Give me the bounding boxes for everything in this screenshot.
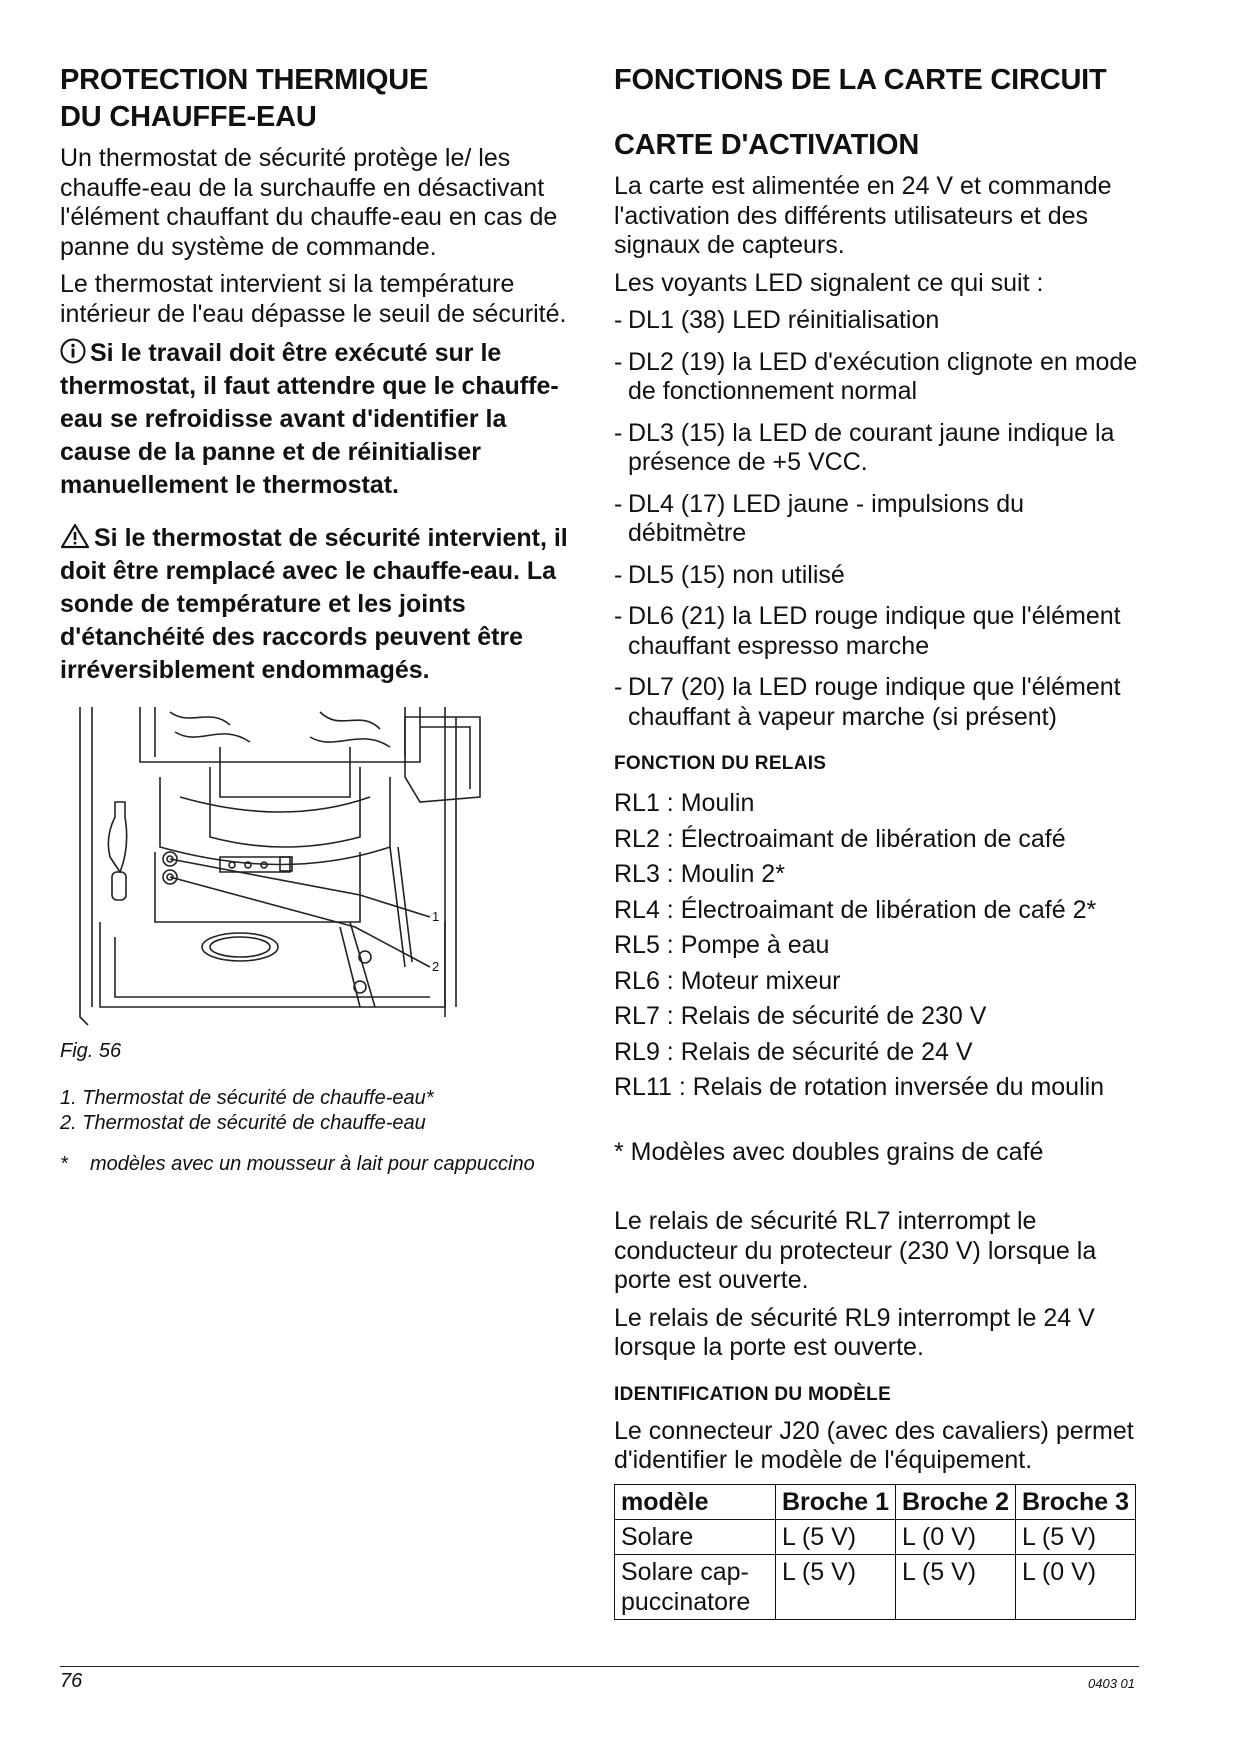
identification-text: Le connecteur J20 (avec des cavaliers) permet d'identifier le modèle de l'équipement. <box>614 1416 1134 1474</box>
table-row <box>615 1519 1136 1554</box>
models-note: * Modèles avec doubles grains de café <box>614 1137 1044 1166</box>
fig-56-machine-drawing <box>60 707 500 1033</box>
footnote-star: * <box>60 1153 68 1175</box>
list-item: - DL4 (17) LED jaune - impulsions du débitmètre <box>614 489 1025 547</box>
info-notice <box>60 337 580 502</box>
callout-2: 2 <box>432 959 440 974</box>
warning-triangle-icon <box>60 523 90 549</box>
list-item: - DL2 (19) la LED d'exécution clignote en mode de fonctionnement normal <box>614 347 1138 405</box>
leds-intro: Les voyants LED signalent ce qui suit : <box>614 268 1044 297</box>
legend-item-2: 2. Thermostat de sécurité de chauffe-eau <box>60 1112 426 1134</box>
table-header-cell: Broche 2 <box>896 1484 1016 1519</box>
info-circle-icon <box>60 338 86 364</box>
callout-1: 1 <box>432 909 440 924</box>
card-intro: La carte est alimentée en 24 V et commande l'activation des différents utilisateurs et des signaux de capteurs. <box>614 172 1112 259</box>
list-item: RL6 : Moteur mixeur <box>614 966 841 995</box>
table-cell: L (0 V) <box>896 1519 1016 1554</box>
warning-notice <box>60 522 580 687</box>
section-title-activation-card: CARTE D'ACTIVATION <box>614 129 920 161</box>
figure-legend <box>60 1086 580 1136</box>
table-cell: L (5 V) <box>776 1519 896 1554</box>
relay-list <box>614 786 1139 1106</box>
left-column <box>60 62 580 1177</box>
table-row <box>615 1554 1136 1619</box>
list-item: RL5 : Pompe à eau <box>614 931 830 959</box>
document-code: 0403 01 <box>1088 1676 1135 1691</box>
list-item: RL1 : Moulin <box>614 789 755 817</box>
table-header-cell: Broche 1 <box>776 1484 896 1519</box>
table-header-cell: Broche 3 <box>1016 1484 1136 1519</box>
intro-paragraph: Un thermostat de sécurité protège le/ les chauffe-eau de la surchauffe en désactivant l'élément chauffant du chauffe-eau en cas de panne du système de commande. <box>60 144 558 261</box>
table-cell: Solare cap-puccinatore <box>615 1554 776 1619</box>
list-item: - DL7 (20) la LED rouge indique que l'élément chauffant à vapeur marche (si présent) <box>614 673 1121 731</box>
info-notice-text: Si le travail doit être exécuté sur le thermostat, il faut attendre que le chauffe-eau se refroidisse avant d'identifier la cause de la panne et de réinitialiser manuellement le thermostat. <box>60 339 559 499</box>
table-cell: L (5 V) <box>776 1554 896 1619</box>
table-cell: L (5 V) <box>896 1554 1016 1619</box>
model-table <box>614 1484 1136 1620</box>
figure-caption: Fig. 56 <box>60 1040 122 1062</box>
safety-rl9: Le relais de sécurité RL9 interrompt le 24 V lorsque la porte est ouverte. <box>614 1303 1095 1361</box>
warning-notice-text: Si le thermostat de sécurité intervient, il doit être remplacé avec le chauffe-eau. La sonde de température et les joints d'étanchéité des raccords peuvent être irréversiblement endommagés. <box>60 524 568 684</box>
table-header-row <box>615 1484 1136 1519</box>
threshold-paragraph: Le thermostat intervient si la température intérieur de l'eau dépasse le seuil de sécurité. <box>60 270 567 328</box>
list-item: - DL1 (38) LED réinitialisation <box>614 306 940 334</box>
list-item: RL2 : Électroaimant de libération de café <box>614 824 1066 853</box>
list-item: RL7 : Relais de sécurité de 230 V <box>614 1002 987 1030</box>
list-item: - DL5 (15) non utilisé <box>614 560 845 589</box>
list-item: - DL3 (15) la LED de courant jaune indique la présence de +5 VCC. <box>614 418 1115 476</box>
list-item: RL3 : Moulin 2* <box>614 860 785 888</box>
title-line-1: PROTECTION THERMIQUE <box>60 64 429 96</box>
identification-heading: IDENTIFICATION DU MODÈLE <box>614 1383 892 1405</box>
legend-item-1: 1. Thermostat de sécurité de chauffe-eau* <box>60 1087 434 1109</box>
right-column <box>614 62 1139 1620</box>
list-item: RL4 : Électroaimant de libération de café 2* <box>614 895 1097 924</box>
title-line-2: DU CHAUFFE-EAU <box>60 101 317 133</box>
list-item: RL11 : Relais de rotation inversée du moulin <box>614 1073 1105 1101</box>
led-list <box>614 306 1139 732</box>
table-cell: L (0 V) <box>1016 1554 1136 1619</box>
page-number: 76 <box>60 1670 83 1692</box>
section-title-circuit-functions: FONCTIONS DE LA CARTE CIRCUIT <box>614 64 1107 96</box>
table-header-cell: modèle <box>615 1484 776 1519</box>
footnote <box>60 1152 580 1177</box>
section-title-thermal-protection <box>60 62 580 136</box>
footer-rule <box>60 1666 1139 1667</box>
table-cell: Solare <box>615 1519 776 1554</box>
list-item: RL9 : Relais de sécurité de 24 V <box>614 1037 973 1066</box>
list-item: - DL6 (21) la LED rouge indique que l'élément chauffant espresso marche <box>614 602 1121 660</box>
footnote-text: modèles avec un mousseur à lait pour cappuccino <box>90 1153 535 1175</box>
relay-heading: FONCTION DU RELAIS <box>614 753 827 774</box>
safety-rl7: Le relais de sécurité RL7 interrompt le conducteur du protecteur (230 V) lorsque la porte est ouverte. <box>614 1207 1097 1294</box>
table-cell: L (5 V) <box>1016 1519 1136 1554</box>
